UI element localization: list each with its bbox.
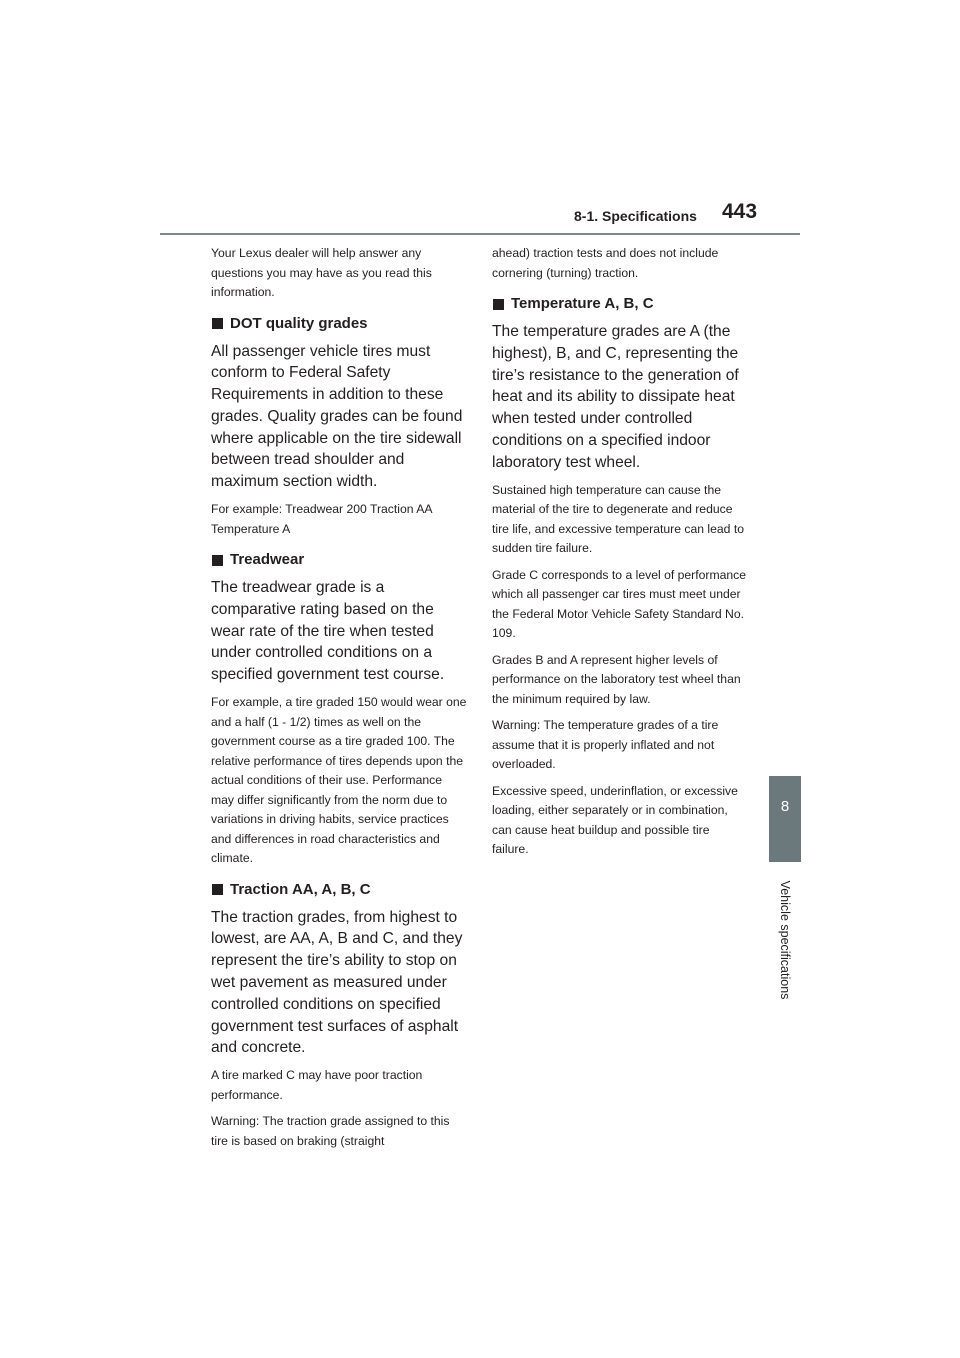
traction-warning-start: Warning: The traction grade assigned to this tire is based on braking (straight xyxy=(211,1114,450,1148)
temperature-heading-label: Temperature A, B, C xyxy=(511,295,654,312)
right-column xyxy=(492,244,748,867)
treadwear-note: For example, a tire graded 150 would wear one and a half (1 - 1/2) times as well on the government course as a tire graded 100. The relative performance of tires depends upon the actual conditions of their use. Performance may differ significantly from the norm due to variations in driving habits, service practices and differences in road characteristics and climate. xyxy=(211,695,467,866)
traction-note: A tire marked C may have poor traction performance. xyxy=(211,1068,423,1102)
dot-body: All passenger vehicle tires must conform to Federal Safety Requirements in addition to these grades. Quality grades can be found where applicable on the tire sidewall between tread shoulder and maximum section width. xyxy=(211,342,463,491)
dot-example: For example: Treadwear 200 Traction AA Temperature A xyxy=(211,502,432,536)
temperature-body: The temperature grades are A (the highest), B, and C, representing the tire’s resistance to the generation of heat and its ability to dissipate heat when tested under controlled conditions on a specified indoor laboratory test wheel. xyxy=(492,323,739,471)
traction-heading-label: Traction AA, A, B, C xyxy=(230,880,371,898)
square-bullet-icon xyxy=(212,884,223,895)
traction-body: The traction grades, from highest to lowest, are AA, A, B and C, and they represent the tire’s ability to stop on wet pavement as measured under controlled conditions on specified government test surfaces of asphalt and concrete. xyxy=(211,908,463,1057)
chapter-tab-label: Vehicle specifications xyxy=(778,880,792,1000)
square-bullet-icon xyxy=(212,318,223,329)
chapter-tab xyxy=(769,776,801,862)
temperature-note-4: Excessive speed, underinflation, or excessive loading, either separately or in combination, can cause heat buildup and possible tire failure. xyxy=(492,783,738,857)
left-column xyxy=(211,244,467,1158)
dot-heading xyxy=(211,313,467,335)
temperature-warning: Warning: The temperature grades of a tire assume that it is properly inflated and not overloaded. xyxy=(492,718,719,772)
page-number: 443 xyxy=(722,200,758,223)
intro-text: Your Lexus dealer will help answer any questions you may have as you read this information. xyxy=(211,246,432,299)
dot-heading-label: DOT quality grades xyxy=(230,314,368,332)
chapter-tab-number: 8 xyxy=(780,798,790,815)
temperature-note-2: Grade C corresponds to a level of performance which all passenger car tires must meet under the Federal Motor Vehicle Safety Standard No. 109. xyxy=(492,567,747,641)
section-title: 8-1. Specifications xyxy=(574,208,697,224)
treadwear-heading xyxy=(211,549,467,571)
traction-warning-end: ahead) traction tests and does not include cornering (turning) traction. xyxy=(492,246,719,280)
treadwear-body: The treadwear grade is a comparative rating based on the wear rate of the tire when tested under controlled conditions on a specified government test course. xyxy=(211,579,445,684)
square-bullet-icon xyxy=(493,299,504,310)
traction-heading xyxy=(211,879,467,901)
temperature-note-1: Sustained high temperature can cause the material of the tire to degenerate and reduce tire life, and excessive temperature can lead to sudden tire failure. xyxy=(492,482,745,556)
temperature-heading xyxy=(492,293,748,315)
treadwear-heading-label: Treadwear xyxy=(230,551,305,569)
header-divider xyxy=(160,233,800,235)
square-bullet-icon xyxy=(212,555,223,566)
temperature-note-3: Grades B and A represent higher levels of performance on the laboratory test wheel than the minimum required by law. xyxy=(492,652,741,706)
